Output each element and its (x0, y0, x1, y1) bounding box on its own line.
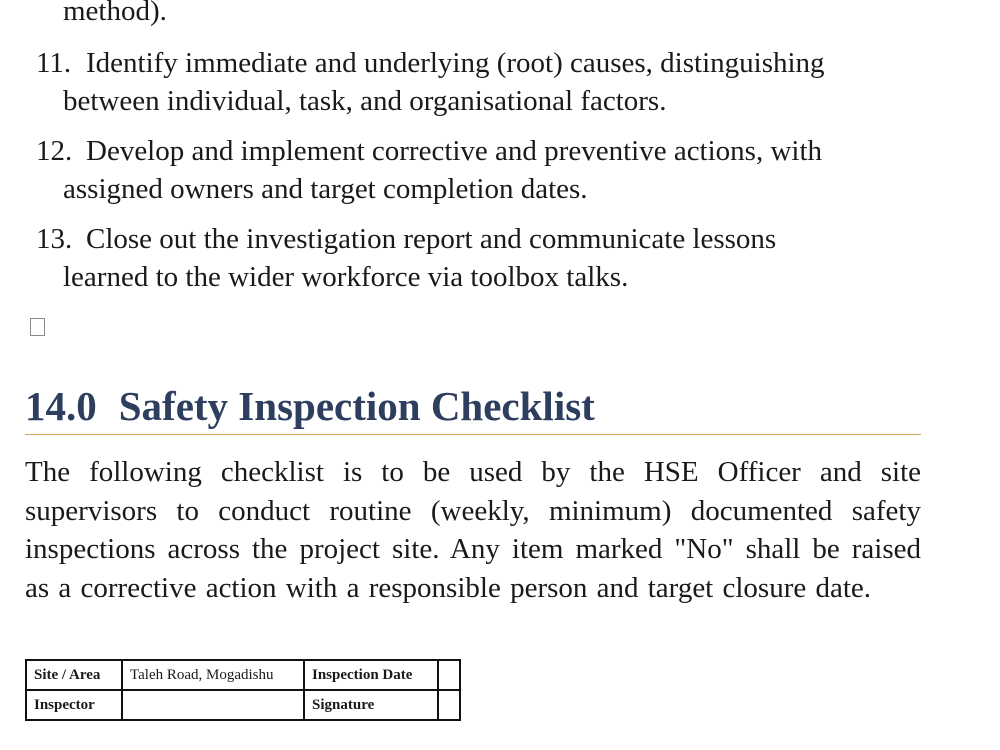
section-paragraph: The following checklist is to be used by the HSE Officer and site supervisors to conduct routine (weekly, minimum) documented safety inspections across the project site. Any item marked "No" shall be raised as a corrective action with a responsible person and target closure date. (25, 456, 921, 604)
site-area-value[interactable]: Taleh Road, Mogadishu (122, 660, 304, 690)
list-item-text-line-1: Identify immediate and underlying (root) causes, distinguishing (86, 47, 825, 79)
inspector-label: Inspector (26, 690, 122, 720)
section-number: 14.0 (25, 383, 97, 429)
site-area-label: Site / Area (26, 660, 122, 690)
investigation-steps-list (36, 44, 926, 308)
section-heading (25, 380, 921, 435)
table-row (26, 690, 460, 720)
inspection-date-value[interactable] (438, 660, 460, 690)
inspector-value[interactable] (122, 690, 304, 720)
previous-text-fragment: method). (63, 0, 167, 27)
list-item-text-line-1: Develop and implement corrective and preventive actions, with (86, 135, 823, 167)
list-item (36, 44, 926, 120)
list-item-text-line-2: learned to the wider workforce via toolbox talks. (63, 261, 629, 293)
inspection-date-label: Inspection Date (304, 660, 438, 690)
list-item-text-line-2: between individual, task, and organisational factors. (63, 85, 667, 117)
list-item-number: 13. (36, 223, 73, 255)
list-item (36, 132, 926, 208)
list-item-text-line-2: assigned owners and target completion dates. (63, 173, 588, 205)
list-item-text-line-1: Close out the investigation report and communicate lessons (86, 223, 777, 255)
checkbox[interactable] (30, 318, 45, 336)
inspection-header-table (25, 659, 461, 721)
section-title: Safety Inspection Checklist (118, 383, 595, 429)
signature-value[interactable] (438, 690, 460, 720)
list-item (36, 220, 926, 296)
signature-label: Signature (304, 690, 438, 720)
list-item-number: 12. (36, 135, 73, 167)
table-row (26, 660, 460, 690)
list-item-number: 11. (36, 47, 72, 79)
